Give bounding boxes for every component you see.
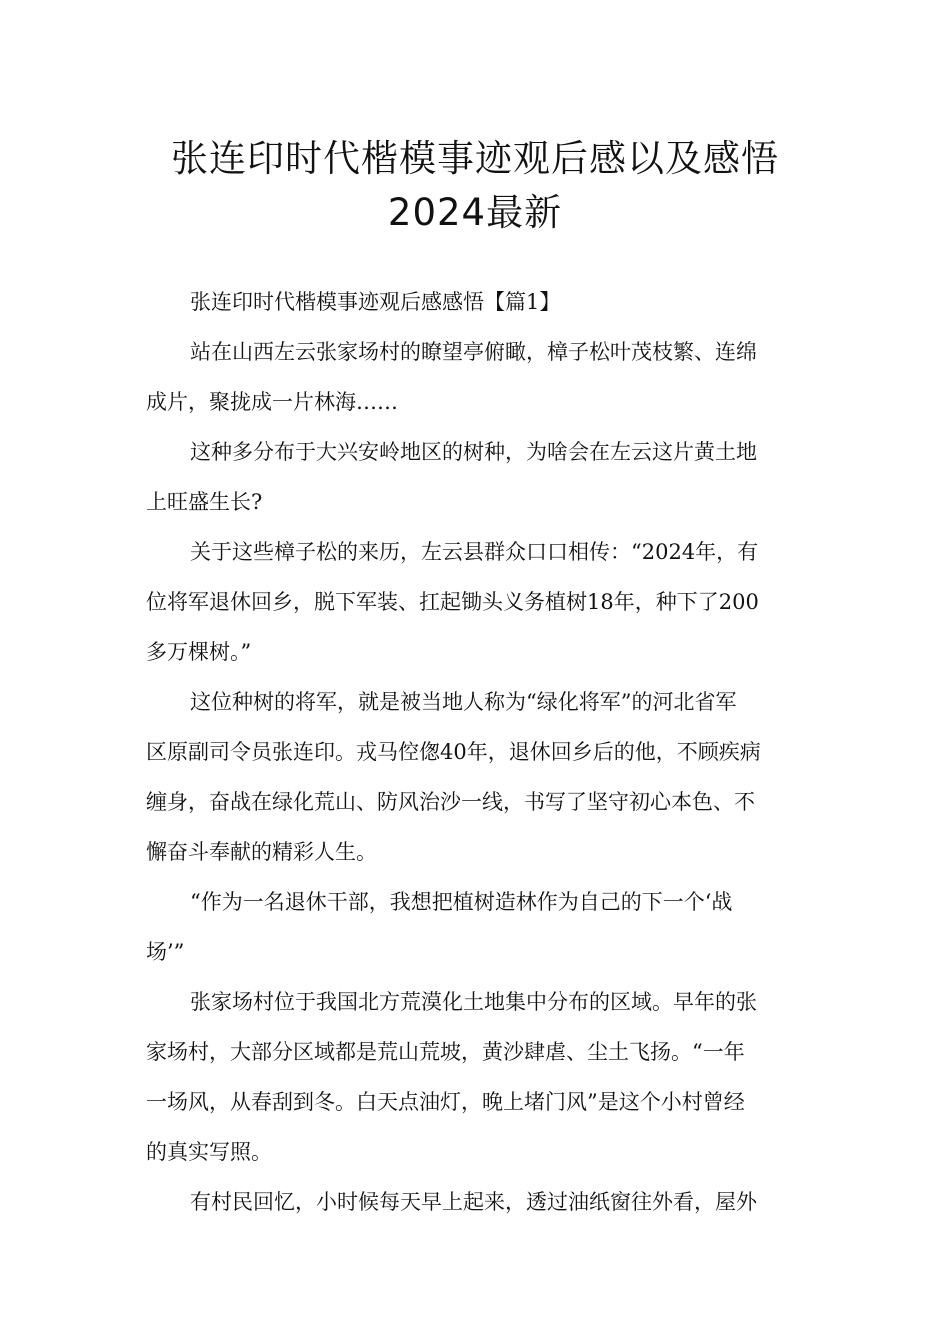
paragraph-line: 的真实写照。 <box>146 1140 272 1164</box>
paragraph-line: 有村民回忆，小时候每天早上起来，透过油纸窗往外看，屋外 <box>190 1190 757 1214</box>
document-title-line-1: 张连印时代楷模事迹观后感以及感悟 <box>171 137 779 180</box>
paragraph-line: 这位种树的将军，就是被当地人称为“绿化将军”的河北省军 <box>190 690 737 714</box>
paragraph-line: 这种多分布于大兴安岭地区的树种，为啥会在左云这片黄土地 <box>190 440 757 464</box>
quote-line: 场’” <box>146 940 185 964</box>
paragraph-line: 上旺盛生长? <box>146 490 263 514</box>
paragraph-line: 多万棵树。” <box>146 640 252 664</box>
paragraph-line: 懈奋斗奉献的精彩人生。 <box>146 840 377 864</box>
paragraph-line: 站在山西左云张家场村的瞭望亭俯瞰，樟子松叶茂枝繁、连绵 <box>190 340 757 364</box>
paragraph-line: 张家场村位于我国北方荒漠化土地集中分布的区域。早年的张 <box>190 990 757 1014</box>
paragraph-line: 一场风，从春刮到冬。白天点油灯，晚上堵门风”是这个小村曾经 <box>146 1090 745 1114</box>
document-title-line-2: 2024最新 <box>387 191 563 234</box>
paragraph-line: 成片，聚拢成一片林海…… <box>146 390 398 414</box>
paragraph-line: 关于这些樟子松的来历，左云县群众口口相传：“2024年，有 <box>190 540 759 564</box>
paragraph-line: 缠身，奋战在绿化荒山、防风治沙一线，书写了坚守初心本色、不 <box>146 790 755 814</box>
paragraph-line: 区原副司令员张连印。戎马倥偬40年，退休回乡后的他，不顾疾病 <box>146 740 761 764</box>
quote-line: “作为一名退休干部，我想把植树造林作为自己的下一个‘战 <box>190 890 733 914</box>
paragraph-line: 家场村，大部分区域都是荒山荒坡，黄沙肆虐、尘土飞扬。“一年 <box>146 1040 745 1064</box>
section-heading: 张连印时代楷模事迹观后感感悟【篇1】 <box>190 290 561 314</box>
paragraph-line: 位将军退休回乡，脱下军装、扛起锄头义务植树18年，种下了200 <box>146 590 759 614</box>
